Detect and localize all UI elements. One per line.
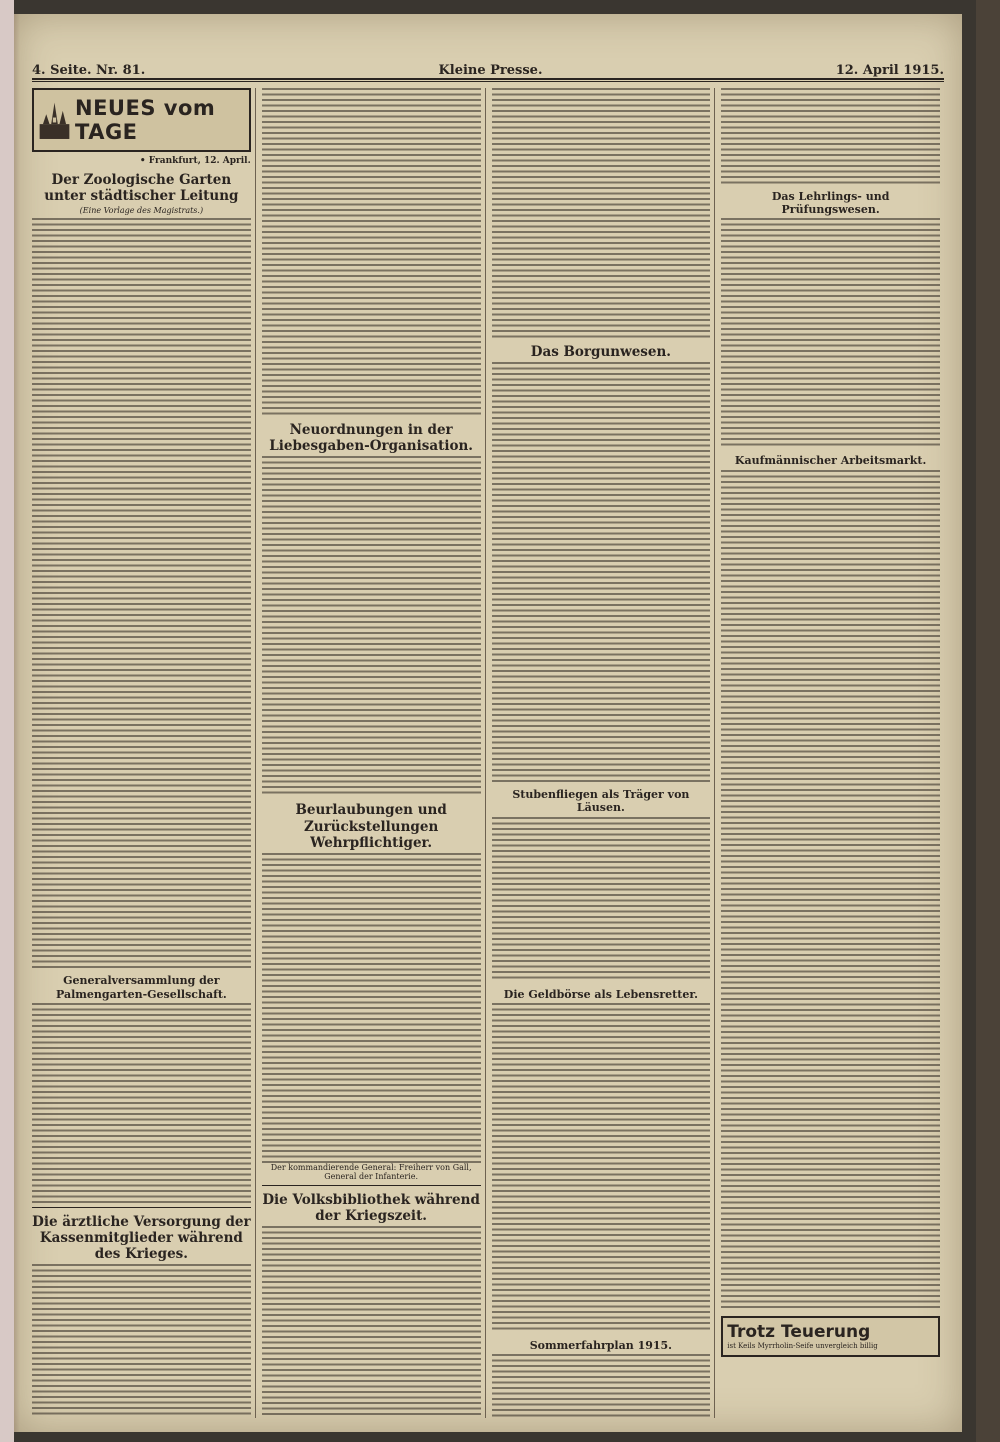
headline-stubenfliegen: Stubenfliegen als Träger von Läusen. <box>512 788 690 815</box>
article-sommerfahrplan-text <box>492 1354 711 1418</box>
headline-zoo-sub: (Eine Vorlage des Magistrats.) <box>79 206 204 216</box>
headline-liebesgaben: Neuordnungen in der Liebesgaben-Organisation. <box>269 422 473 455</box>
frankfurt-skyline-icon <box>38 95 71 145</box>
masthead <box>32 88 251 152</box>
article-continued-text <box>492 88 711 338</box>
article-borgunwesen-text <box>492 362 711 782</box>
article-geldboerse-text <box>492 1003 711 1333</box>
ad-text: ist Keils Myrrholin-Seife unvergleich billig <box>727 1341 878 1350</box>
article-arbeitsmarkt-text <box>721 470 940 1310</box>
column-1 <box>32 88 256 1418</box>
article-kassen-text <box>32 1264 251 1418</box>
left-page-edge <box>0 0 14 1442</box>
page-number: 4. Seite. Nr. 81. <box>32 63 146 78</box>
article-liebesgaben-text <box>262 456 481 796</box>
headline-lehrlinge: Das Lehrlings- und Prüfungswesen. <box>771 190 890 217</box>
article-palmengarten-text <box>32 1003 251 1203</box>
headline-palmengarten: Generalversammlung der Palmengarten-Gesellschaft. <box>55 974 227 1001</box>
column-3 <box>492 88 716 1418</box>
header-rule <box>32 81 944 82</box>
advertisement <box>721 1316 940 1357</box>
ad-title: Trotz Teuerung <box>727 1321 871 1342</box>
headline-arbeitsmarkt: Kaufmännischer Arbeitsmarkt. <box>734 454 927 468</box>
book-binding <box>976 0 1000 1442</box>
newspaper-page <box>14 14 962 1432</box>
headline-zoo: Der Zoologische Garten unter städtischer Leitung <box>44 172 239 205</box>
headline-kassen: Die ärztliche Versorgung der Kassenmitglieder während des Krieges. <box>32 1213 251 1263</box>
article-stubenfliegen-text <box>492 817 711 982</box>
signature: Der kommandierende General: Freiherr von Gall, General der Infanterie. <box>270 1162 472 1181</box>
article-continued-text <box>721 88 940 184</box>
article-lehrlinge-text <box>721 218 940 448</box>
page-shadow <box>14 14 20 1432</box>
article-zoo-text <box>32 218 251 968</box>
article-volksbibliothek-text <box>262 1226 481 1418</box>
columns <box>32 88 944 1418</box>
divider <box>262 1185 481 1186</box>
headline-volksbibliothek: Die Volksbibliothek während der Kriegszeit. <box>262 1191 480 1225</box>
headline-beurlaubungen: Beurlaubungen und Zurückstellungen Wehrpflichtiger. <box>295 802 447 851</box>
column-4 <box>721 88 944 1418</box>
column-2 <box>262 88 486 1418</box>
paper-name: Kleine Presse. <box>438 63 543 78</box>
article-beurlaubungen-text <box>262 853 481 1163</box>
headline-sommerfahrplan: Sommerfahrplan 1915. <box>529 1338 673 1352</box>
headline-borgunwesen: Das Borgunwesen. <box>530 344 672 360</box>
page-header <box>32 56 944 80</box>
divider <box>32 1207 251 1208</box>
article-continued-text <box>262 88 481 416</box>
headline-geldboerse: Die Geldbörse als Lebensretter. <box>503 987 698 1001</box>
masthead-title: NEUES vom TAGE <box>75 96 216 144</box>
dateline: • Frankfurt, 12. April. <box>139 156 251 166</box>
issue-date: 12. April 1915. <box>835 63 944 78</box>
